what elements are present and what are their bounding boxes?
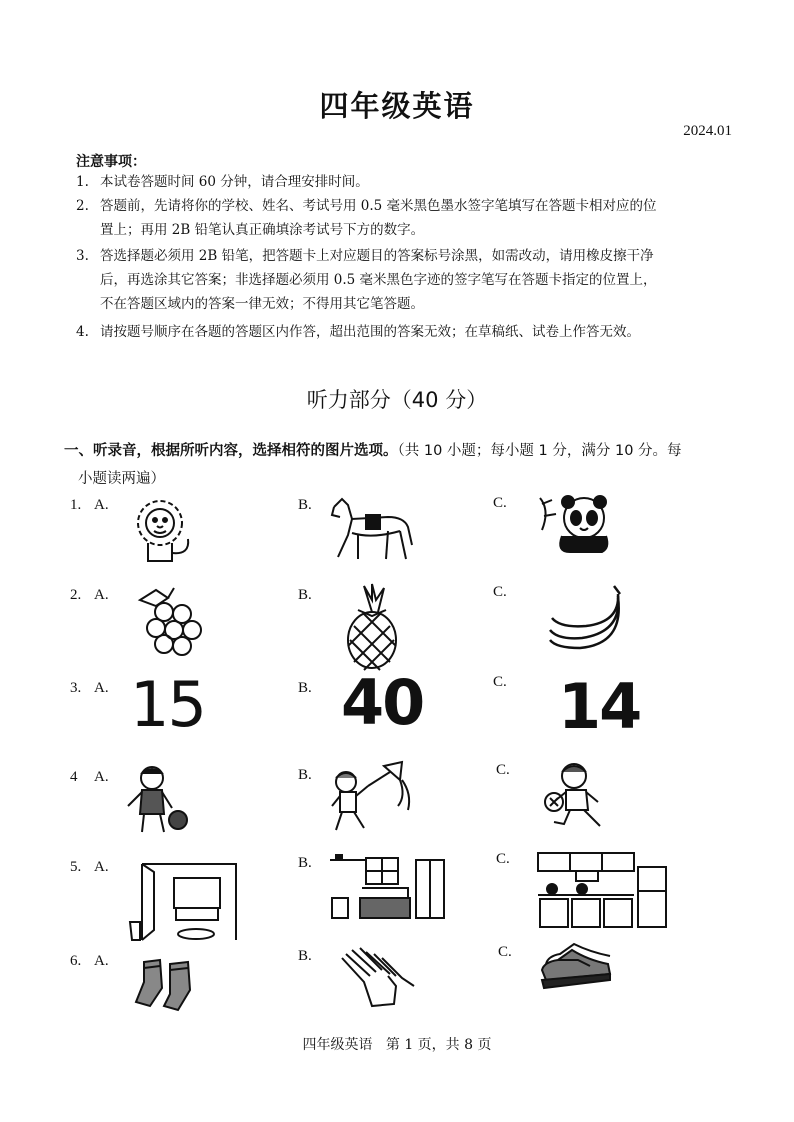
option-label-c: C. <box>493 584 507 600</box>
grapes-icon[interactable] <box>134 584 206 662</box>
panda-icon[interactable] <box>536 490 620 556</box>
option-label-b: B. <box>298 948 312 964</box>
lion-icon[interactable] <box>130 495 202 567</box>
option-label-c: C. <box>496 851 510 867</box>
bathroom-icon[interactable] <box>126 860 244 944</box>
option-label-a: A. <box>94 859 109 875</box>
number-option-c[interactable]: 14 <box>558 670 641 743</box>
option-label-b: B. <box>298 497 312 513</box>
note-text: 本试卷答题时间 60 分钟，请合理安排时间。 <box>100 174 369 190</box>
option-label-a: A. <box>94 769 109 785</box>
option-label-c: C. <box>493 674 507 690</box>
option-label-a: A. <box>94 587 109 603</box>
note-text: 答题前，先请将你的学校、姓名、考试号用 0.5 毫米黑色墨水签字笔填写在答题卡相对应的位 <box>100 198 657 214</box>
note-item-1 <box>76 172 756 193</box>
item-number: 1. <box>70 497 82 513</box>
note-number: 4. <box>76 324 89 340</box>
note-item-2 <box>76 196 756 242</box>
note-text: 答选择题必须用 2B 铅笔，把答题卡上对应题目的答案标号涂黑，如需改动，请用橡皮擦干净 <box>100 248 654 264</box>
gloves-icon[interactable] <box>336 946 422 1008</box>
question-one-detail-cont: 小题读两遍） <box>78 471 165 487</box>
number-option-a[interactable]: 15 <box>130 668 205 741</box>
page-title: 四年级英语 <box>319 89 475 123</box>
option-label-c: C. <box>496 762 510 778</box>
exam-date: 2024.01 <box>683 123 732 139</box>
pineapple-icon[interactable] <box>342 582 402 672</box>
page-footer: 四年级英语 第 1 页，共 8 页 <box>302 1037 492 1053</box>
note-text: 不在答题区域内的答案一律无效；不得用其它笔答题。 <box>100 296 424 312</box>
option-label-b: B. <box>298 767 312 783</box>
question-one-detail: （共 10 小题；每小题 1 分，满分 10 分。每 <box>397 443 682 459</box>
basketball-boy-icon[interactable] <box>122 764 194 838</box>
note-item-4 <box>76 322 756 343</box>
option-label-b: B. <box>298 680 312 696</box>
option-label-b: B. <box>298 587 312 603</box>
socks-icon[interactable] <box>130 958 200 1014</box>
bedroom-icon[interactable] <box>326 854 448 920</box>
kite-boy-icon[interactable] <box>328 760 414 838</box>
option-label-a: A. <box>94 953 109 969</box>
question-one-instructions <box>64 437 754 493</box>
option-label-a: A. <box>94 497 109 513</box>
note-text: 请按题号顺序在各题的答题区内作答，超出范围的答案无效；在草稿纸、试卷上作答无效。 <box>100 324 640 340</box>
item-number: 3. <box>70 680 82 696</box>
note-text: 置上；再用 2B 铅笔认真正确填涂考试号下方的数字。 <box>100 222 425 238</box>
question-one-heading: 一、听录音，根据所听内容，选择相符的图片选项。 <box>64 443 398 459</box>
football-boy-icon[interactable] <box>540 760 610 838</box>
notes-heading: 注意事项： <box>76 154 146 170</box>
sneakers-icon[interactable] <box>538 940 614 996</box>
item-number: 5. <box>70 859 82 875</box>
option-label-a: A. <box>94 680 109 696</box>
option-label-c: C. <box>498 944 512 960</box>
note-number: 1. <box>76 174 89 190</box>
horse-icon[interactable] <box>328 495 416 563</box>
note-number: 2. <box>76 198 89 214</box>
item-number: 6. <box>70 953 82 969</box>
section-title: 听力部分（40 分） <box>306 388 488 412</box>
option-label-b: B. <box>298 855 312 871</box>
number-option-b[interactable]: 40 <box>341 666 424 739</box>
note-item-3 <box>76 246 756 316</box>
note-text: 后，再选涂其它答案；非选择题必须用 0.5 毫米黑色字迹的签字笔写在答题卡指定的位置上， <box>100 272 657 288</box>
item-number: 2. <box>70 587 82 603</box>
option-label-c: C. <box>493 495 507 511</box>
bananas-icon[interactable] <box>546 582 628 650</box>
item-number: 4 <box>70 769 78 785</box>
note-number: 3. <box>76 248 89 264</box>
kitchen-icon[interactable] <box>536 851 668 931</box>
